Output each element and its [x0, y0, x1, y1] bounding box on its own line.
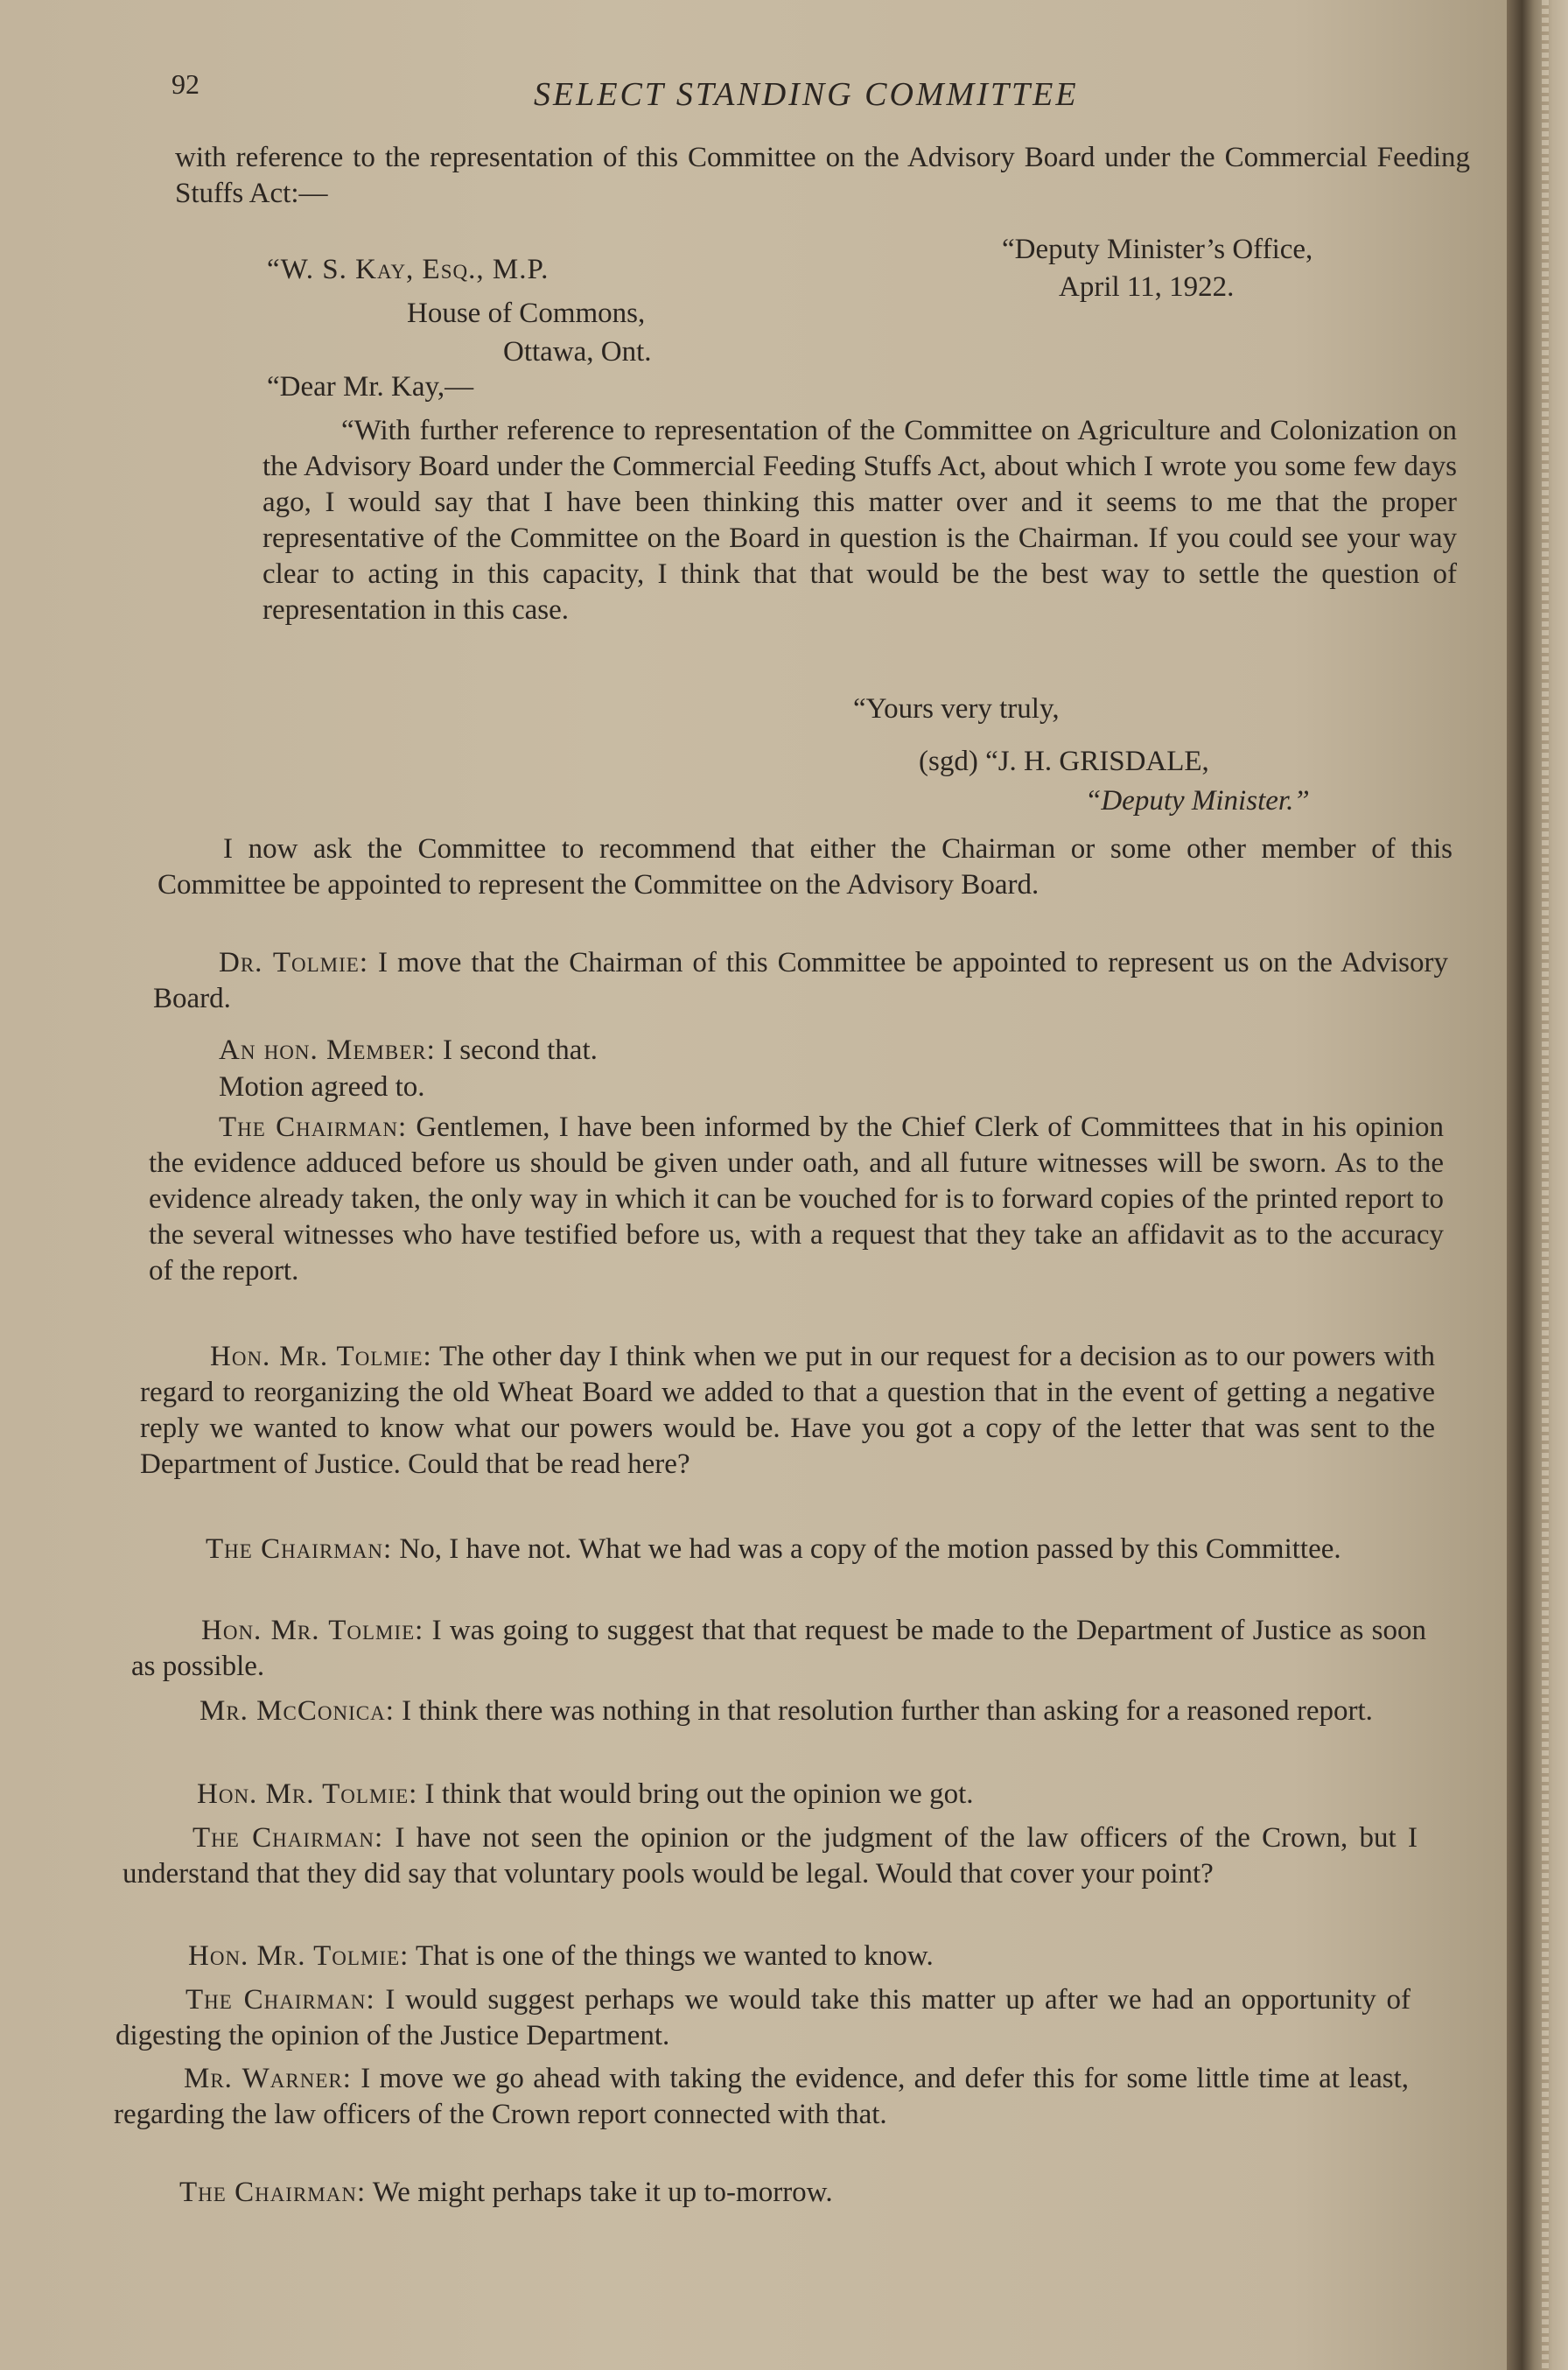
paragraph — [109, 2175, 1404, 2211]
paragraph — [122, 1820, 1418, 1892]
page-header — [0, 63, 1522, 116]
page-number: 92 — [172, 68, 200, 100]
speaker-label: The Chairman: — [192, 1822, 384, 1854]
paragraph — [118, 1939, 1413, 1974]
paragraph-text: I was going to suggest that that request be made to the Department of Justice as soon as possible. — [131, 1615, 1426, 1682]
paragraph-text: Motion agreed to. — [219, 1071, 425, 1103]
paragraph-text: I move we go ahead with taking the evidence, and defer this for some little time at least, regarding the law officers of the Crown report connected with that. — [114, 2063, 1410, 2130]
speaker-label: The Chairman: — [206, 1533, 393, 1565]
speaker-label: Dr. Tolmie: — [219, 947, 368, 978]
paragraph-text: We might perhaps take it up to-morrow. — [372, 2177, 833, 2208]
paragraph — [153, 1033, 1448, 1069]
speaker-label: Mr. Warner: — [184, 2063, 352, 2094]
paragraph — [131, 1613, 1426, 1685]
letter-closing: “Yours very truly, — [853, 693, 1060, 725]
paragraph — [158, 831, 1452, 903]
letter-office-line: “Deputy Minister’s Office, — [1002, 234, 1313, 265]
paragraph-text: I second that. — [443, 1034, 598, 1066]
paragraph — [140, 1339, 1435, 1483]
paragraph-text: That is one of the things we wanted to know. — [415, 1940, 934, 1972]
paragraph — [153, 1069, 1448, 1105]
paragraph-text: I think that would bring out the opinion we got. — [424, 1778, 974, 1810]
paragraph — [130, 1693, 1424, 1729]
speaker-label: Mr. McConica: — [200, 1695, 395, 1727]
paragraph-text: I think there was nothing in that resolution further than asking for a reasoned report. — [402, 1695, 1373, 1727]
letter-salutation: “Dear Mr. Kay,— — [267, 371, 474, 403]
paragraph — [116, 1982, 1410, 2054]
speaker-label: Hon. Mr. Tolmie: — [210, 1341, 432, 1372]
letter-addressee-line2: House of Commons, — [407, 298, 646, 329]
speaker-label: Hon. Mr. Tolmie: — [201, 1615, 424, 1646]
speaker-label: Hon. Mr. Tolmie: — [197, 1778, 418, 1810]
letter-body: “With further reference to representation of the Committee on Agriculture and Colonization on the Advisory Board under the Commercial Feeding Stuffs Act, about which I wrote you some few days ago, I would say that I have been thinking this matter over and it seems to me that the proper representative of the Committee on the Board in question is the Chairman. If you could see your way clear to acting in this capacity, I think that that would be the best way to settle the question of representation in this case. — [262, 415, 1457, 626]
paragraph — [127, 1777, 1422, 1813]
paragraph-text: I would suggest perhaps we would take this matter up after we had an opportunity of digesting the opinion of the Justice Department. — [116, 1984, 1411, 2051]
letter-signer-title: “Deputy Minister.” — [1085, 785, 1310, 817]
letter-addressee-line3: Ottawa, Ont. — [503, 336, 652, 368]
book-gutter-shadow — [1507, 0, 1568, 2370]
paragraph-text: No, I have not. What we had was a copy of the motion passed by this Committee. — [399, 1533, 1341, 1565]
paragraph-text: I now ask the Committee to recommend that either the Chairman or some other member of this Committee be appointed to represent the Committee on the Advisory Board. — [158, 833, 1452, 901]
letter-addressee-name: “W. S. Kay, Esq., M.P. — [267, 254, 550, 285]
page-edges — [1542, 0, 1549, 2370]
paragraph — [149, 1110, 1444, 1289]
letter-signature: (sgd) “J. H. GRISDALE, — [919, 746, 1209, 777]
paragraph — [153, 945, 1448, 1017]
paragraph-text: The other day I think when we put in our request for a decision as to our powers with regard to reorganizing the old Wheat Board we added to that a question that in the event of getting a negative reply we wanted to know what our powers would be. Have you got a copy of the letter that was sent to the Department of Justice. Could that be read here? — [140, 1341, 1435, 1480]
running-head: SELECT STANDING COMMITTEE — [534, 76, 1079, 113]
speaker-label: The Chairman: — [179, 2177, 367, 2208]
speaker-label: The Chairman: — [186, 1984, 375, 2016]
letter-date: April 11, 1922. — [1059, 271, 1235, 303]
paragraph — [114, 2061, 1409, 2133]
paragraph-text: I move that the Chairman of this Committee be appointed to represent us on the Advisory Board. — [153, 947, 1448, 1014]
speaker-label: The Chairman: — [219, 1111, 408, 1143]
speaker-label: Hon. Mr. Tolmie: — [188, 1940, 410, 1972]
intro-text: with reference to the representation of this Committee on the Advisory Board under the Commercial Feeding Stuffs Act:— — [175, 142, 1470, 209]
speaker-label: An hon. Member: — [219, 1034, 436, 1066]
paragraph — [136, 1532, 1431, 1567]
paragraph-text: Gentlemen, I have been informed by the Chief Clerk of Committees that in his opinion the evidence adduced before us should be given under oath, and all future witnesses will be sworn. As to the evidence already taken, the only way in which it can be vouched for is to forward copies of the printed report to the several witnesses who have testified before us, with a request that they take an affidavit as to the accuracy of the report. — [149, 1111, 1445, 1287]
paragraph-text: I have not seen the opinion or the judgment of the law officers of the Crown, but I understand that they did say that voluntary pools would be legal. Would that cover your point? — [122, 1822, 1418, 1890]
